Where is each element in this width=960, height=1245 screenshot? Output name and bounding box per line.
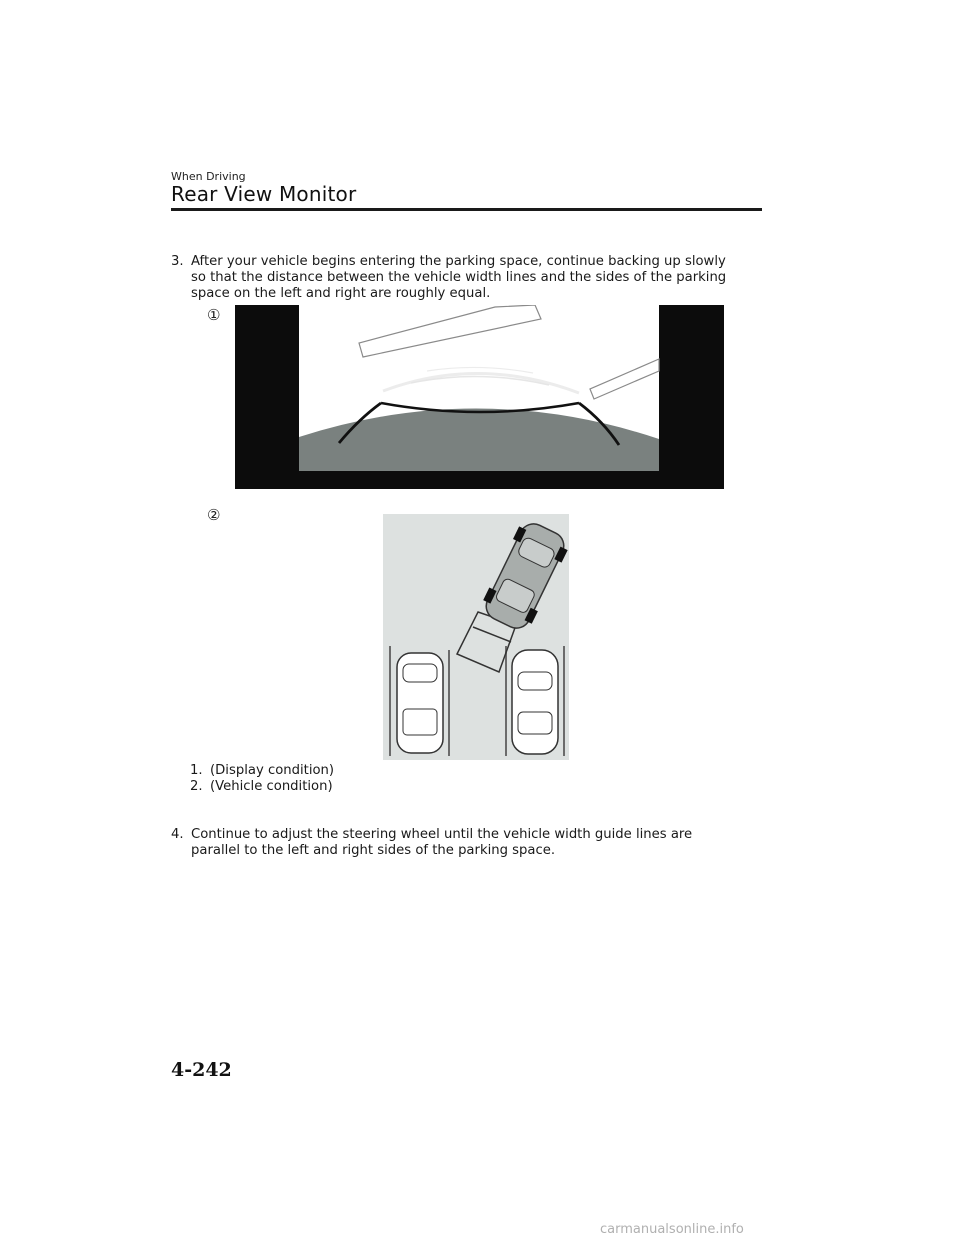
figure-legend [190,763,334,795]
figure-marker-1: ① [207,306,221,324]
legend-item [190,779,334,795]
step-4-line-2: parallel to the left and right sides of the parking space. [191,843,556,858]
step-4-number: 4. [171,827,184,842]
step-3-line-1: After your vehicle begins entering the parking space, continue backing up slowly [191,254,726,269]
parked-car-left [397,653,443,753]
step-3-line-2: so that the distance between the vehicle width lines and the sides of the parking [191,270,727,285]
legend-number: 2. [190,779,203,794]
parked-car-right [512,650,558,754]
page-title: Rear View Monitor [171,182,357,206]
legend-item [190,763,334,779]
step-4-paragraph [171,827,771,859]
legend-text: (Display condition) [210,763,335,778]
rear-camera-display-illustration [235,305,724,489]
legend-text: (Vehicle condition) [210,779,333,794]
step-3-line-3: space on the left and right are roughly equal. [191,286,491,301]
legend-number: 1. [190,763,203,778]
page-number: 4-242 [171,1059,232,1081]
step-3-number: 3. [171,254,184,269]
figure-marker-2: ② [207,506,221,524]
step-3-paragraph [171,254,771,302]
watermark: carmanualsonline.info [600,1222,744,1237]
step-4-line-1: Continue to adjust the steering wheel until the vehicle width guide lines are [191,827,693,842]
parking-diagram-illustration [383,514,569,760]
section-label: When Driving [171,170,246,183]
title-rule [171,208,762,211]
